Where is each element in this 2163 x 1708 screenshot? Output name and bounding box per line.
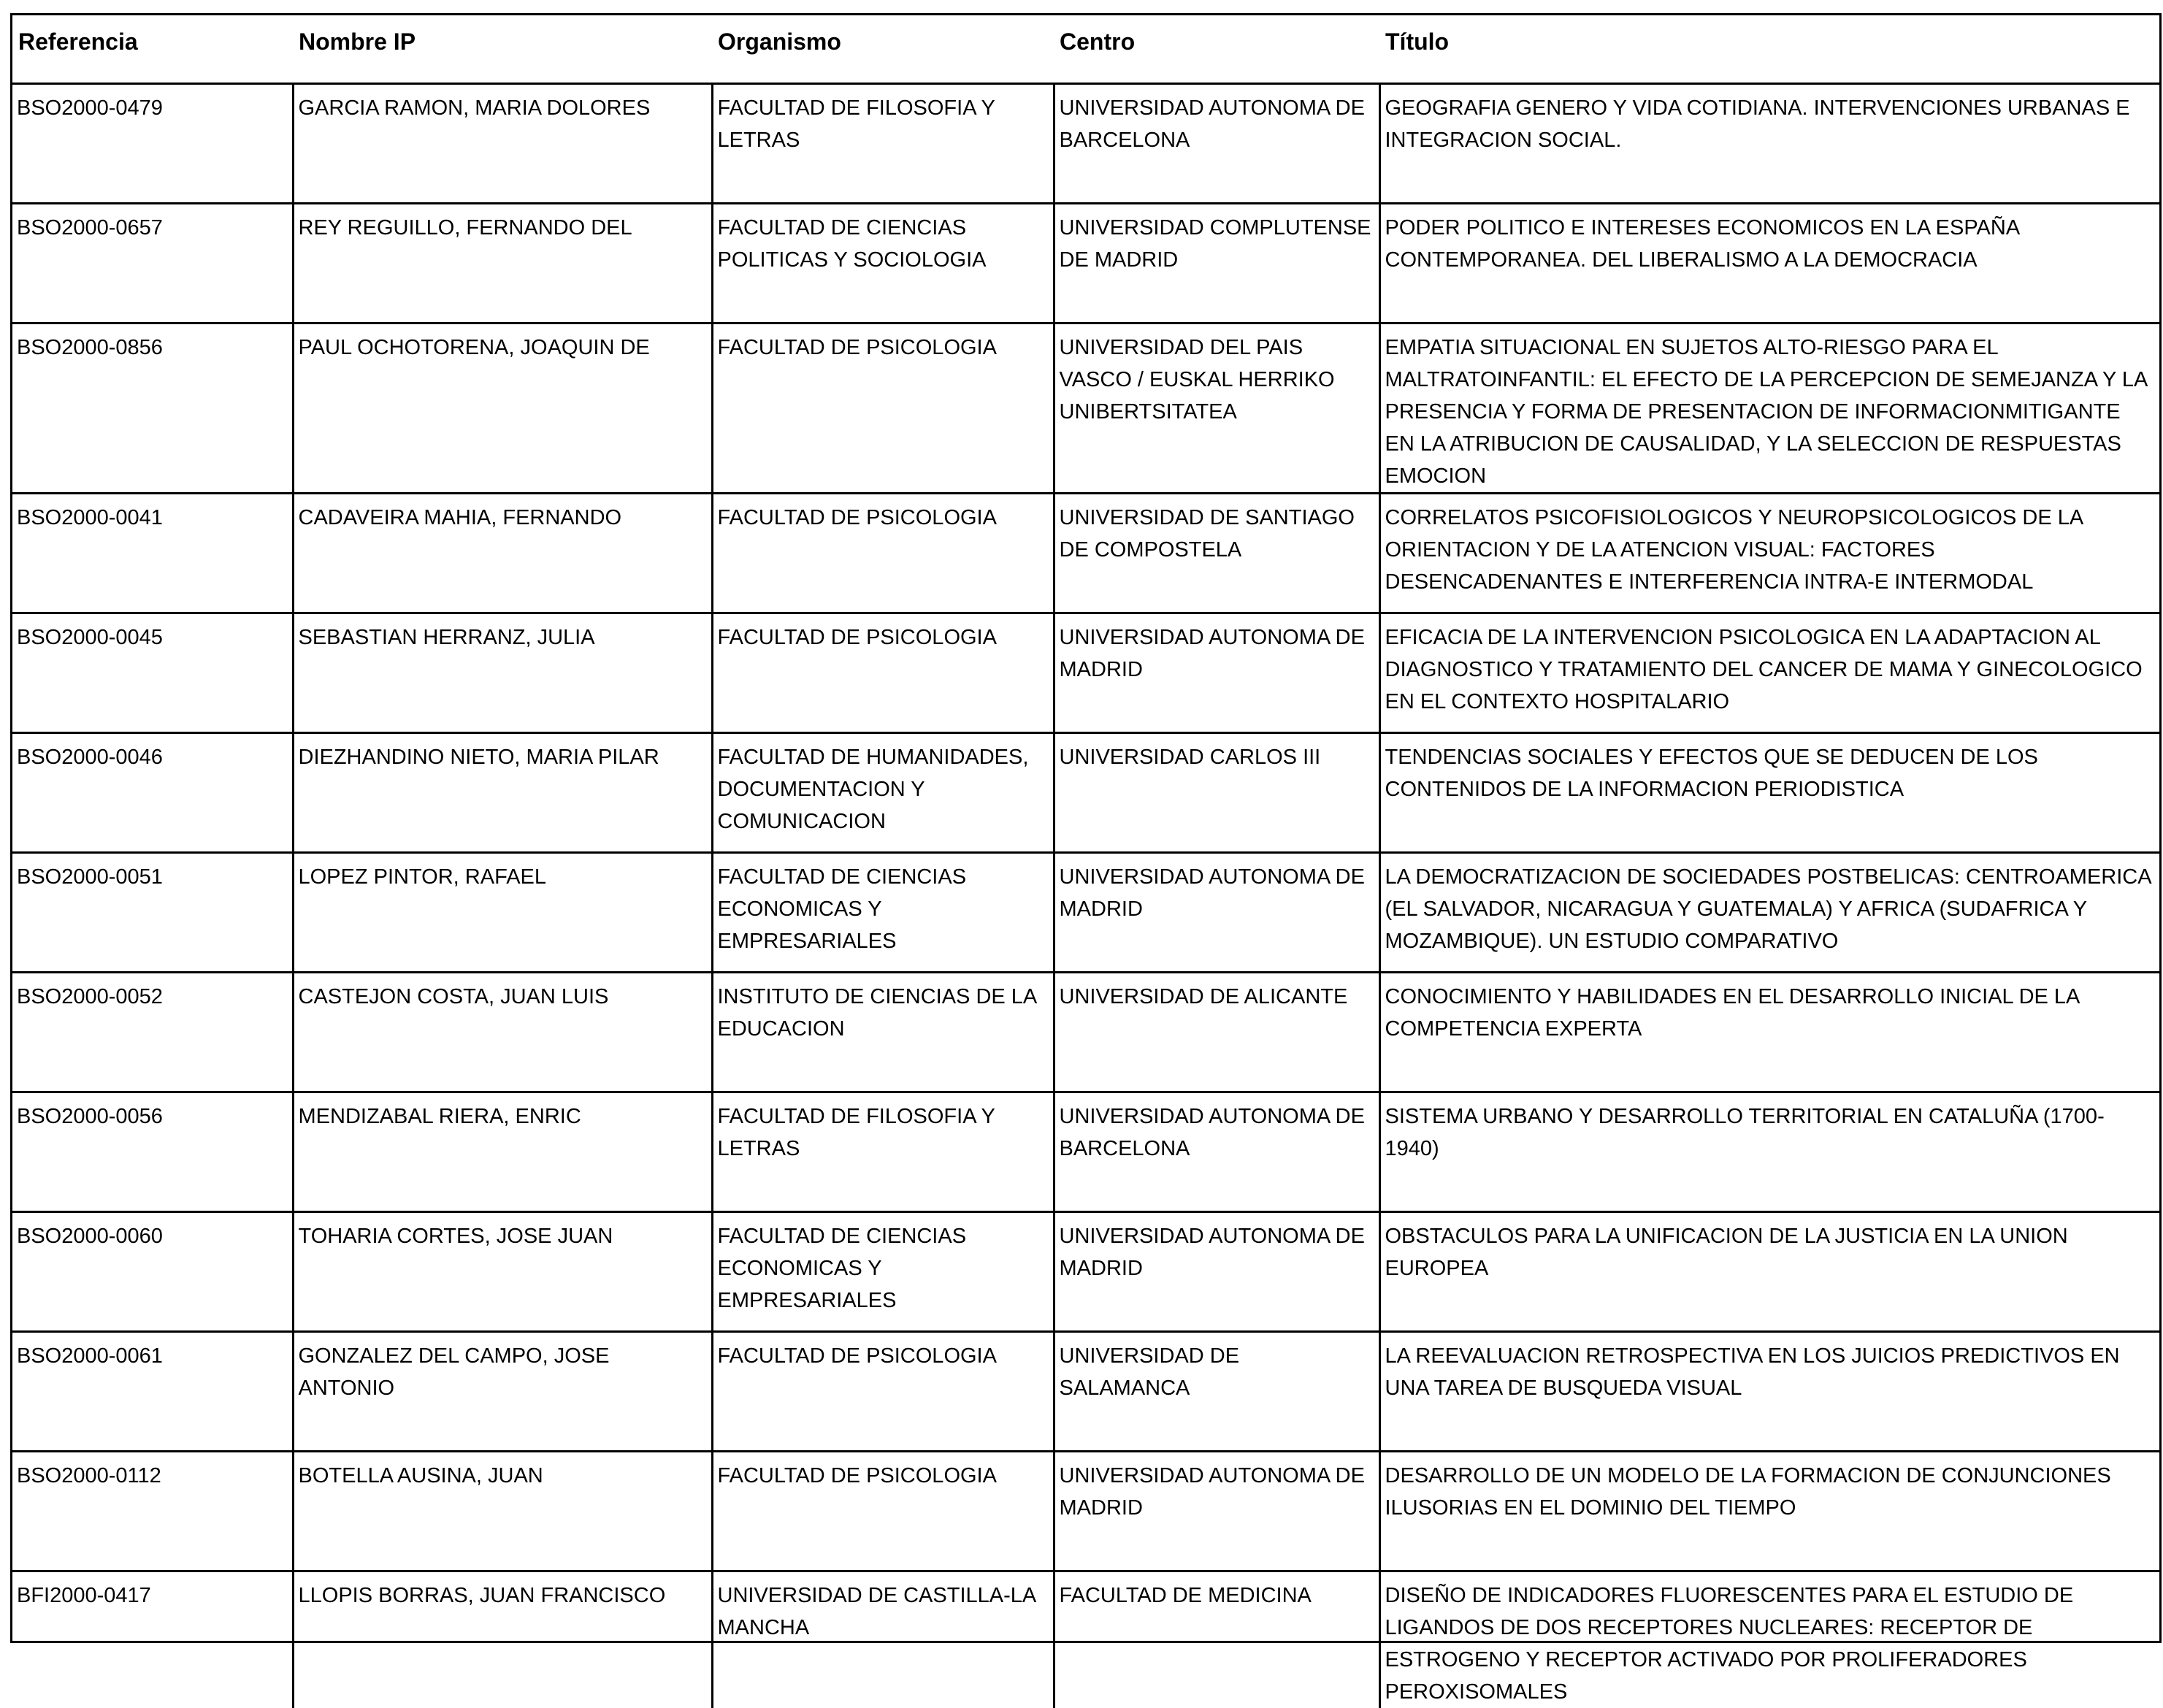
cell-organismo: FACULTAD DE CIENCIAS ECONOMICAS Y EMPRESARIALES — [712, 852, 1054, 972]
cell-nombre-ip: CASTEJON COSTA, JUAN LUIS — [293, 972, 712, 1092]
table-row — [12, 83, 2159, 203]
cell-referencia: BSO2000-0046 — [12, 732, 293, 852]
cell-titulo: LA DEMOCRATIZACION DE SOCIEDADES POSTBELICAS: CENTROAMERICA (EL SALVADOR, NICARAGUA Y GUATEMALA) Y AFRICA (SUDAFRICA Y MOZAMBIQUE). UN ESTUDIO COMPARATIVO — [1379, 852, 2159, 972]
table-row — [12, 1331, 2159, 1451]
cell-centro: UNIVERSIDAD COMPLUTENSE DE MADRID — [1054, 203, 1379, 323]
cell-nombre-ip: PAUL OCHOTORENA, JOAQUIN DE — [293, 323, 712, 493]
cell-organismo: INSTITUTO DE CIENCIAS DE LA EDUCACION — [712, 972, 1054, 1092]
cell-centro: UNIVERSIDAD AUTONOMA DE MADRID — [1054, 613, 1379, 732]
table-row — [12, 852, 2159, 972]
cell-titulo: EMPATIA SITUACIONAL EN SUJETOS ALTO-RIESGO PARA EL MALTRATOINFANTIL: EL EFECTO DE LA PERCEPCION DE SEMEJANZA Y LA PRESENCIA Y FORMA DE PRESENTACION DE INFORMACIONMITIGANTE EN LA ATRIBUCION DE CAUSALIDAD, Y LA SELECCION DE RESPUESTAS EMOCION — [1379, 323, 2159, 493]
cell-referencia: BSO2000-0479 — [12, 83, 293, 203]
cell-centro: UNIVERSIDAD DE SALAMANCA — [1054, 1331, 1379, 1451]
cell-nombre-ip: SEBASTIAN HERRANZ, JULIA — [293, 613, 712, 732]
cell-nombre-ip: DIEZHANDINO NIETO, MARIA PILAR — [293, 732, 712, 852]
cell-organismo: FACULTAD DE PSICOLOGIA — [712, 493, 1054, 613]
cell-centro: UNIVERSIDAD DEL PAIS VASCO / EUSKAL HERRIKO UNIBERTSITATEA — [1054, 323, 1379, 493]
cell-nombre-ip: REY REGUILLO, FERNANDO DEL — [293, 203, 712, 323]
cell-organismo: UNIVERSIDAD DE CASTILLA-LA MANCHA — [712, 1571, 1054, 1708]
table-row — [12, 323, 2159, 493]
cell-titulo: PODER POLITICO E INTERESES ECONOMICOS EN LA ESPAÑA CONTEMPORANEA. DEL LIBERALISMO A LA DEMOCRACIA — [1379, 203, 2159, 323]
table-row — [12, 493, 2159, 613]
cell-titulo: DISEÑO DE INDICADORES FLUORESCENTES PARA EL ESTUDIO DE LIGANDOS DE DOS RECEPTORES NUCLEARES: RECEPTOR DE ESTROGENO Y RECEPTOR ACTIVADO POR PROLIFERADORES PEROXISOMALES — [1379, 1571, 2159, 1708]
header-referencia: Referencia — [12, 15, 293, 83]
cell-titulo: EFICACIA DE LA INTERVENCION PSICOLOGICA EN LA ADAPTACION AL DIAGNOSTICO Y TRATAMIENTO DEL CANCER DE MAMA Y GINECOLOGICO EN EL CONTEXTO HOSPITALARIO — [1379, 613, 2159, 732]
cell-referencia: BSO2000-0041 — [12, 493, 293, 613]
cell-nombre-ip: LLOPIS BORRAS, JUAN FRANCISCO — [293, 1571, 712, 1708]
cell-referencia: BSO2000-0045 — [12, 613, 293, 732]
table-row — [12, 1211, 2159, 1331]
cell-titulo: CONOCIMIENTO Y HABILIDADES EN EL DESARROLLO INICIAL DE LA COMPETENCIA EXPERTA — [1379, 972, 2159, 1092]
cell-organismo: FACULTAD DE CIENCIAS ECONOMICAS Y EMPRESARIALES — [712, 1211, 1054, 1331]
cell-organismo: FACULTAD DE FILOSOFIA Y LETRAS — [712, 1092, 1054, 1211]
cell-titulo: SISTEMA URBANO Y DESARROLLO TERRITORIAL EN CATALUÑA (1700-1940) — [1379, 1092, 2159, 1211]
cell-nombre-ip: LOPEZ PINTOR, RAFAEL — [293, 852, 712, 972]
header-row — [12, 15, 2159, 83]
cell-referencia: BFI2000-0417 — [17, 1583, 151, 1607]
cell-referencia: BSO2000-0060 — [12, 1211, 293, 1331]
cell-nombre-ip: BOTELLA AUSINA, JUAN — [293, 1451, 712, 1571]
table-body — [12, 83, 2159, 1708]
cell-organismo: FACULTAD DE FILOSOFIA Y LETRAS — [712, 83, 1054, 203]
table-row — [12, 203, 2159, 323]
header-nombre-ip: Nombre IP — [293, 15, 712, 83]
cell-centro: FACULTAD DE MEDICINA — [1054, 1571, 1379, 1708]
cell-centro: UNIVERSIDAD AUTONOMA DE BARCELONA — [1054, 83, 1379, 203]
cell-nombre-ip: MENDIZABAL RIERA, ENRIC — [293, 1092, 712, 1211]
cell-centro: UNIVERSIDAD AUTONOMA DE MADRID — [1054, 1211, 1379, 1331]
cell-titulo: CORRELATOS PSICOFISIOLOGICOS Y NEUROPSICOLOGICOS DE LA ORIENTACION Y DE LA ATENCION VISUAL: FACTORES DESENCADENANTES E INTERFERENCIA INTRA-E INTERMODAL — [1379, 493, 2159, 613]
table-row — [12, 1451, 2159, 1571]
cell-centro: UNIVERSIDAD CARLOS III — [1054, 732, 1379, 852]
cell-titulo: GEOGRAFIA GENERO Y VIDA COTIDIANA. INTERVENCIONES URBANAS E INTEGRACION SOCIAL. — [1379, 83, 2159, 203]
cell-nombre-ip: GONZALEZ DEL CAMPO, JOSE ANTONIO — [293, 1331, 712, 1451]
cell-titulo: OBSTACULOS PARA LA UNIFICACION DE LA JUSTICIA EN LA UNION EUROPEA — [1379, 1211, 2159, 1331]
cell-organismo: FACULTAD DE HUMANIDADES, DOCUMENTACION Y COMUNICACION — [712, 732, 1054, 852]
cell-nombre-ip: TOHARIA CORTES, JOSE JUAN — [293, 1211, 712, 1331]
projects-table — [12, 15, 2159, 1708]
table-row — [12, 732, 2159, 852]
projects-table-frame — [10, 13, 2162, 1704]
cell-referencia: BSO2000-0112 — [12, 1451, 293, 1571]
header-centro: Centro — [1054, 15, 1379, 83]
cell-referencia: BSO2000-0061 — [12, 1331, 293, 1451]
cell-organismo: FACULTAD DE CIENCIAS POLITICAS Y SOCIOLOGIA — [712, 203, 1054, 323]
table-row — [12, 1092, 2159, 1211]
cell-referencia: BSO2000-0856 — [12, 323, 293, 493]
header-organismo: Organismo — [712, 15, 1054, 83]
cell-titulo: DESARROLLO DE UN MODELO DE LA FORMACION DE CONJUNCIONES ILUSORIAS EN EL DOMINIO DEL TIEMPO — [1379, 1451, 2159, 1571]
cell-titulo: LA REEVALUACION RETROSPECTIVA EN LOS JUICIOS PREDICTIVOS EN UNA TAREA DE BUSQUEDA VISUAL — [1379, 1331, 2159, 1451]
table-row — [12, 972, 2159, 1092]
header-titulo: Título — [1379, 15, 2159, 83]
cell-organismo: FACULTAD DE PSICOLOGIA — [712, 1451, 1054, 1571]
cell-referencia: BSO2000-0056 — [12, 1092, 293, 1211]
cell-referencia: BSO2000-0051 — [12, 852, 293, 972]
cell-centro: UNIVERSIDAD DE SANTIAGO DE COMPOSTELA — [1054, 493, 1379, 613]
cell-centro: UNIVERSIDAD AUTONOMA DE BARCELONA — [1054, 1092, 1379, 1211]
cell-referencia: BSO2000-0052 — [12, 972, 293, 1092]
cell-referencia: BSO2000-0657 — [12, 203, 293, 323]
cell-centro: UNIVERSIDAD DE ALICANTE — [1054, 972, 1379, 1092]
cell-organismo: FACULTAD DE PSICOLOGIA — [712, 323, 1054, 493]
cell-nombre-ip: GARCIA RAMON, MARIA DOLORES — [293, 83, 712, 203]
table-row — [12, 613, 2159, 732]
cell-titulo: TENDENCIAS SOCIALES Y EFECTOS QUE SE DEDUCEN DE LOS CONTENIDOS DE LA INFORMACION PERIODISTICA — [1379, 732, 2159, 852]
cell-organismo: FACULTAD DE PSICOLOGIA — [712, 613, 1054, 732]
cell-nombre-ip: CADAVEIRA MAHIA, FERNANDO — [293, 493, 712, 613]
cell-centro: UNIVERSIDAD AUTONOMA DE MADRID — [1054, 1451, 1379, 1571]
table-row — [12, 1571, 2159, 1708]
cell-centro: UNIVERSIDAD AUTONOMA DE MADRID — [1054, 852, 1379, 972]
cell-organismo: FACULTAD DE PSICOLOGIA — [712, 1331, 1054, 1451]
